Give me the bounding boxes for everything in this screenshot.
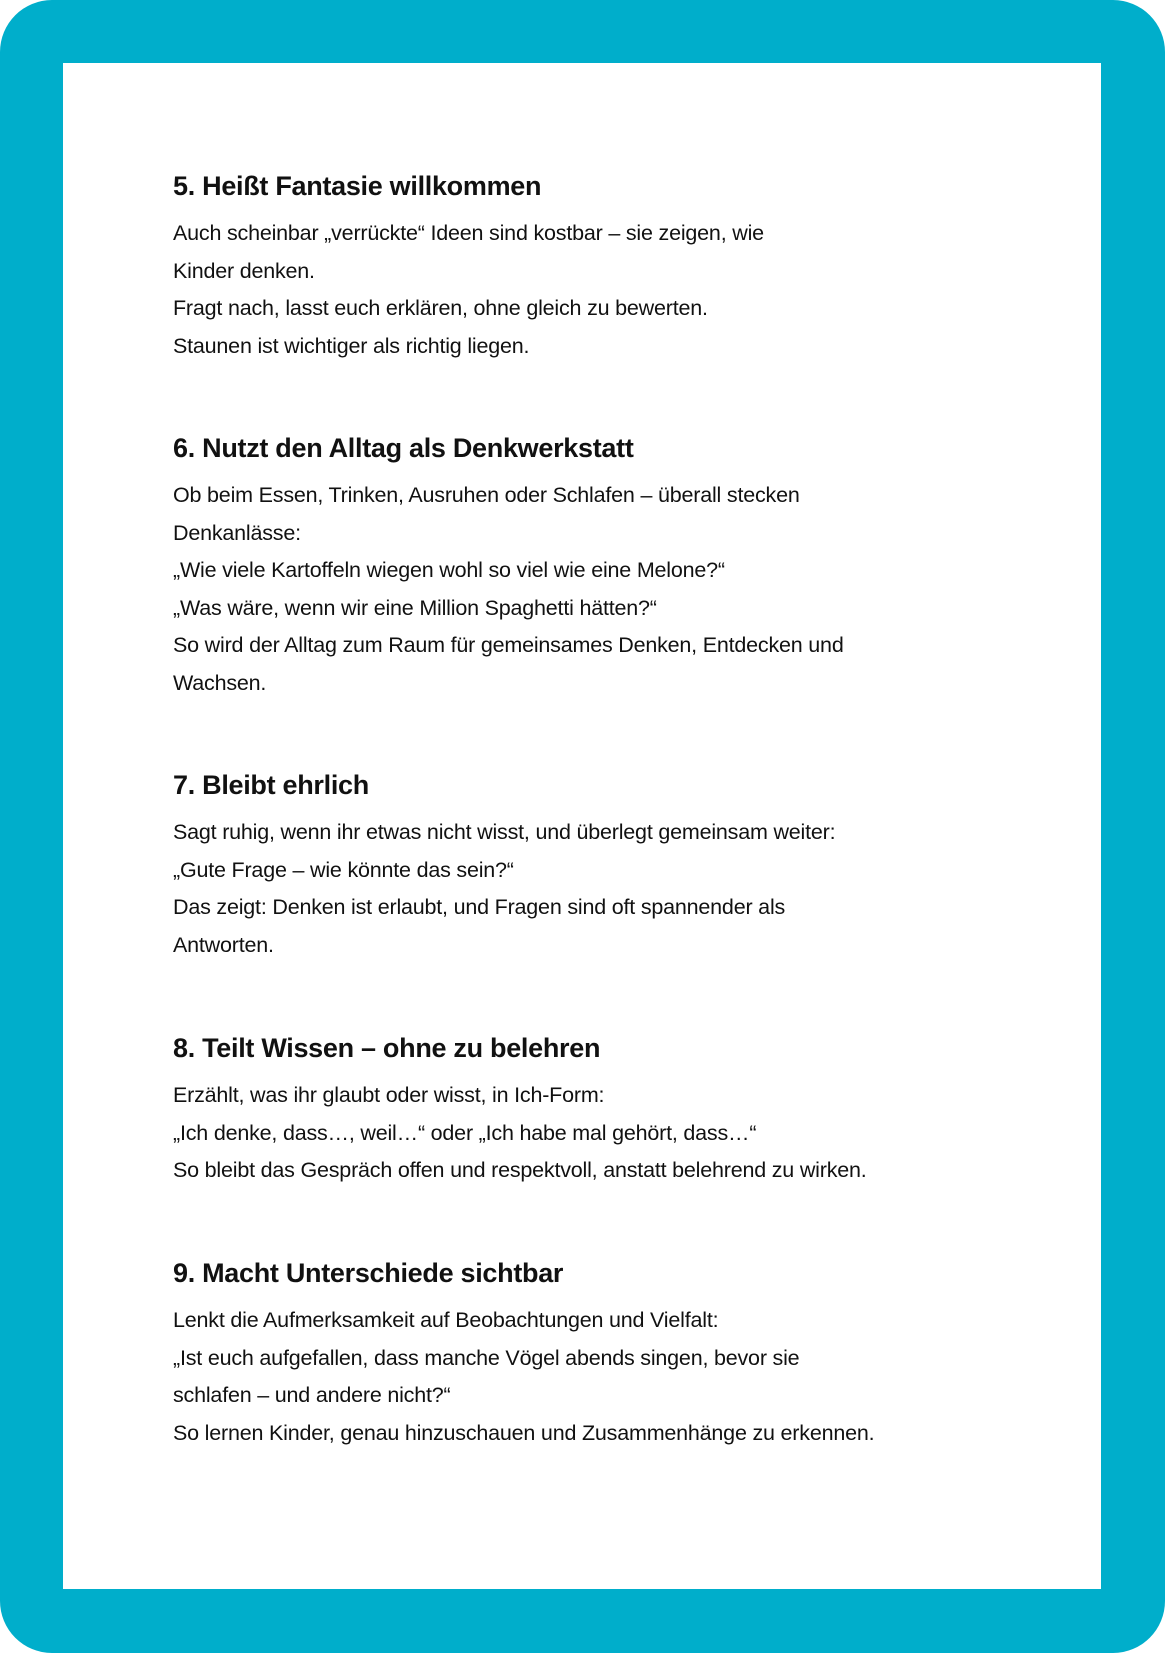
- tip-text-line: Fragt nach, lasst euch erklären, ohne gleich zu bewerten.: [173, 296, 708, 320]
- tip-text-line: Kinder denken.: [173, 258, 315, 283]
- tip-text-line: Antworten.: [173, 932, 274, 957]
- tip-text-line: Ob beim Essen, Trinken, Ausruhen oder Schlafen – überall stecken: [173, 483, 800, 507]
- tip-heading: 7. Bleibt ehrlich: [173, 770, 369, 800]
- tip-text-line: Wachsen.: [173, 670, 267, 695]
- tip-text-line: „Ist euch aufgefallen, dass manche Vögel abends singen, bevor sie: [173, 1345, 800, 1370]
- tip-text-line: schlafen – und andere nicht?“: [173, 1383, 451, 1407]
- tip-text-line: Sagt ruhig, wenn ihr etwas nicht wisst, und überlegt gemeinsam weiter:: [173, 820, 836, 844]
- tip-text-line: „Ich denke, dass…, weil…“ oder „Ich habe mal gehört, dass…“: [173, 1120, 757, 1145]
- tip-text-line: So wird der Alltag zum Raum für gemeinsames Denken, Entdecken und: [173, 633, 844, 657]
- tip-text-line: Das zeigt: Denken ist erlaubt, und Fragen sind oft spannender als: [173, 895, 786, 919]
- page-content-area: [63, 63, 1101, 1589]
- tip-text-line: Denkanlässe:: [173, 520, 301, 545]
- tip-section-7: [173, 768, 835, 964]
- tip-heading: 9. Macht Unterschiede sichtbar: [173, 1258, 564, 1288]
- tip-text-line: Staunen ist wichtiger als richtig liegen.: [173, 333, 530, 358]
- tip-heading: 6. Nutzt den Alltag als Denkwerkstatt: [173, 433, 634, 463]
- tip-text-line: Lenkt die Aufmerksamkeit auf Beobachtungen und Vielfalt:: [173, 1308, 719, 1332]
- tip-text-line: So lernen Kinder, genau hinzuschauen und Zusammenhänge zu erkennen.: [173, 1420, 875, 1445]
- tip-text-line: „Wie viele Kartoffeln wiegen wohl so viel wie eine Melone?“: [173, 558, 725, 582]
- tip-section-5: [173, 169, 764, 365]
- tip-text-line: „Gute Frage – wie könnte das sein?“: [173, 857, 514, 882]
- tip-text-line: Erzählt, was ihr glaubt oder wisst, in Ich-Form:: [173, 1083, 605, 1107]
- tip-text-line: So bleibt das Gespräch offen und respektvoll, anstatt belehrend zu wirken.: [173, 1158, 867, 1182]
- tip-section-8: [173, 1031, 867, 1190]
- tip-heading: 5. Heißt Fantasie willkommen: [173, 171, 542, 201]
- tip-text-line: Auch scheinbar „verrückte“ Ideen sind kostbar – sie zeigen, wie: [173, 221, 764, 245]
- tip-section-6: [173, 431, 844, 702]
- tip-heading: 8. Teilt Wissen – ohne zu belehren: [173, 1033, 601, 1063]
- tip-text-line: „Was wäre, wenn wir eine Million Spaghetti hätten?“: [173, 595, 657, 620]
- tip-section-9: [173, 1256, 874, 1452]
